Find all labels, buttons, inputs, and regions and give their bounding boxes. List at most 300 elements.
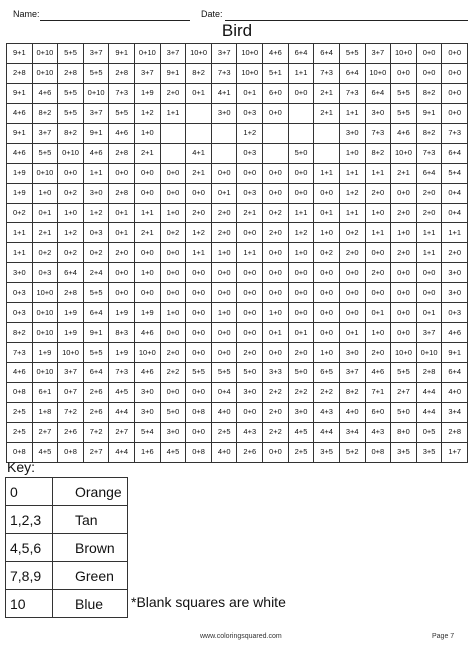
grid-cell: 4+5 [109, 382, 135, 402]
grid-cell: 0+0 [416, 44, 442, 64]
grid-cell: 1+1 [416, 223, 442, 243]
grid-cell: 0+2 [339, 223, 365, 243]
grid-cell: 3+7 [416, 323, 442, 343]
grid-cell: 8+2 [365, 143, 391, 163]
grid-cell: 3+3 [263, 363, 289, 383]
grid-cell: 3+5 [391, 442, 417, 462]
grid-cell: 0+10 [58, 143, 84, 163]
puzzle-grid [6, 43, 468, 463]
grid-cell: 0+3 [237, 103, 263, 123]
grid-cell: 2+7 [109, 422, 135, 442]
grid-cell: 10+0 [365, 63, 391, 83]
grid-cell: 1+0 [135, 263, 161, 283]
grid-cell: 3+0 [365, 103, 391, 123]
grid-cell: 0+0 [186, 183, 212, 203]
grid-cell: 6+4 [442, 363, 468, 383]
grid-cell: 0+0 [416, 63, 442, 83]
key-row [6, 478, 128, 506]
grid-cell: 0+0 [211, 323, 237, 343]
grid-cell: 10+0 [237, 63, 263, 83]
grid-cell: 3+7 [135, 63, 161, 83]
grid-cell: 4+5 [288, 422, 314, 442]
grid-cell: 0+0 [237, 323, 263, 343]
grid-cell: 0+0 [288, 263, 314, 283]
grid-cell: 9+1 [7, 44, 33, 64]
grid-cell: 6+4 [314, 44, 340, 64]
grid-cell: 6+1 [32, 382, 58, 402]
grid-cell: 0+1 [109, 223, 135, 243]
grid-cell: 1+0 [365, 323, 391, 343]
grid-cell: 2+1 [135, 223, 161, 243]
grid-cell [263, 143, 289, 163]
grid-cell: 1+0 [58, 203, 84, 223]
grid-cell: 3+0 [288, 402, 314, 422]
grid-cell: 0+2 [314, 243, 340, 263]
grid-cell: 2+1 [135, 143, 161, 163]
grid-cell: 0+0 [186, 323, 212, 343]
grid-cell: 1+9 [135, 303, 161, 323]
grid-cell: 1+1 [135, 203, 161, 223]
grid-cell: 4+5 [32, 442, 58, 462]
grid-cell: 0+0 [160, 243, 186, 263]
grid-cell: 0+0 [314, 283, 340, 303]
grid-row [7, 123, 468, 143]
grid-cell: 1+1 [160, 103, 186, 123]
grid-cell: 0+0 [263, 103, 289, 123]
grid-cell: 3+5 [314, 442, 340, 462]
grid-cell: 2+7 [83, 442, 109, 462]
grid-cell: 9+1 [160, 63, 186, 83]
grid-cell: 0+0 [339, 263, 365, 283]
grid-cell: 2+0 [263, 223, 289, 243]
grid-cell: 6+0 [365, 402, 391, 422]
grid-cell: 2+0 [416, 183, 442, 203]
grid-cell: 2+0 [339, 243, 365, 263]
key-row [6, 590, 128, 618]
grid-cell: 2+0 [391, 243, 417, 263]
grid-cell: 2+1 [237, 203, 263, 223]
grid-cell: 2+5 [7, 422, 33, 442]
grid-cell: 0+1 [109, 203, 135, 223]
grid-cell: 7+3 [109, 83, 135, 103]
grid-cell: 0+0 [186, 382, 212, 402]
footer-page-number: Page 7 [432, 633, 455, 640]
grid-cell: 3+7 [365, 44, 391, 64]
grid-cell: 1+0 [339, 143, 365, 163]
grid-cell: 4+4 [109, 402, 135, 422]
grid-cell: 3+4 [339, 422, 365, 442]
grid-cell: 4+6 [135, 323, 161, 343]
grid-cell: 0+0 [263, 263, 289, 283]
grid-cell: 1+9 [58, 303, 84, 323]
grid-cell: 2+8 [58, 283, 84, 303]
grid-cell: 1+2 [339, 183, 365, 203]
grid-cell: 4+6 [442, 323, 468, 343]
grid-cell: 0+0 [391, 323, 417, 343]
grid-cell: 1+1 [339, 203, 365, 223]
grid-cell: 6+4 [442, 143, 468, 163]
grid-cell: 8+2 [32, 103, 58, 123]
grid-row [7, 402, 468, 422]
grid-row [7, 442, 468, 462]
grid-cell: 9+1 [416, 103, 442, 123]
grid-cell [186, 103, 212, 123]
grid-cell: 3+7 [58, 363, 84, 383]
grid-cell: 0+2 [58, 243, 84, 263]
grid-cell: 1+1 [7, 243, 33, 263]
grid-cell: 0+1 [416, 303, 442, 323]
grid-cell: 0+1 [365, 303, 391, 323]
grid-cell: 0+0 [135, 283, 161, 303]
grid-cell: 0+0 [211, 283, 237, 303]
grid-cell: 1+1 [365, 223, 391, 243]
grid-cell: 4+6 [83, 143, 109, 163]
grid-cell: 3+0 [442, 263, 468, 283]
grid-cell: 0+0 [288, 303, 314, 323]
grid-cell: 6+4 [365, 83, 391, 103]
grid-cell: 3+0 [339, 123, 365, 143]
grid-cell: 0+0 [416, 263, 442, 283]
grid-cell: 9+1 [83, 123, 109, 143]
grid-cell: 4+6 [109, 123, 135, 143]
grid-cell: 4+0 [211, 402, 237, 422]
grid-row [7, 83, 468, 103]
grid-cell: 5+5 [391, 103, 417, 123]
grid-cell: 4+3 [237, 422, 263, 442]
grid-cell: 8+2 [339, 382, 365, 402]
grid-cell: 2+1 [186, 163, 212, 183]
grid-cell: 0+0 [135, 243, 161, 263]
grid-cell: 0+0 [314, 263, 340, 283]
grid-cell: 1+9 [7, 163, 33, 183]
key-numbers: 4,5,6 [6, 534, 53, 562]
grid-cell: 2+0 [263, 402, 289, 422]
grid-cell: 0+0 [442, 63, 468, 83]
grid-row [7, 163, 468, 183]
grid-cell: 1+1 [314, 163, 340, 183]
key-row [6, 506, 128, 534]
grid-cell: 1+2 [58, 223, 84, 243]
grid-cell: 0+0 [339, 283, 365, 303]
grid-cell: 3+4 [442, 402, 468, 422]
grid-cell: 1+1 [442, 223, 468, 243]
grid-cell: 7+3 [7, 343, 33, 363]
grid-cell: 2+6 [83, 402, 109, 422]
grid-cell: 4+1 [186, 143, 212, 163]
grid-cell: 8+2 [7, 323, 33, 343]
grid-row [7, 44, 468, 64]
grid-cell: 1+9 [32, 343, 58, 363]
grid-cell: 0+0 [160, 163, 186, 183]
grid-cell: 1+0 [314, 343, 340, 363]
key-color: Blue [53, 590, 128, 618]
grid-cell: 2+0 [416, 203, 442, 223]
grid-cell: 2+5 [288, 442, 314, 462]
grid-cell: 0+0 [288, 83, 314, 103]
grid-cell: 0+3 [237, 183, 263, 203]
grid-cell: 0+1 [339, 323, 365, 343]
grid-cell: 2+2 [263, 422, 289, 442]
grid-cell: 1+9 [109, 303, 135, 323]
grid-cell: 7+3 [416, 143, 442, 163]
grid-cell: 3+7 [83, 103, 109, 123]
grid-cell [160, 143, 186, 163]
grid-cell: 0+1 [186, 83, 212, 103]
grid-cell: 0+2 [83, 243, 109, 263]
key-numbers: 10 [6, 590, 53, 618]
grid-cell: 0+0 [263, 183, 289, 203]
grid-cell: 2+0 [211, 203, 237, 223]
grid-cell: 0+8 [186, 402, 212, 422]
grid-cell: 2+6 [83, 382, 109, 402]
grid-cell: 1+0 [160, 303, 186, 323]
grid-cell: 2+0 [442, 243, 468, 263]
grid-cell: 0+8 [186, 442, 212, 462]
grid-row [7, 103, 468, 123]
grid-cell: 0+0 [442, 83, 468, 103]
grid-cell: 0+0 [314, 323, 340, 343]
grid-cell: 5+5 [83, 343, 109, 363]
grid-cell: 1+0 [211, 303, 237, 323]
grid-cell: 0+0 [288, 283, 314, 303]
grid-cell: 4+6 [7, 143, 33, 163]
grid-cell: 0+0 [237, 283, 263, 303]
grid-row [7, 63, 468, 83]
grid-cell: 1+1 [288, 203, 314, 223]
grid-cell: 4+3 [314, 402, 340, 422]
grid-cell: 0+2 [160, 223, 186, 243]
grid-cell: 4+4 [416, 382, 442, 402]
grid-row [7, 243, 468, 263]
key-color: Orange [53, 478, 128, 506]
grid-cell: 5+5 [339, 44, 365, 64]
grid-cell: 1+0 [263, 303, 289, 323]
grid-cell: 10+0 [391, 343, 417, 363]
grid-cell: 1+1 [416, 243, 442, 263]
grid-cell: 5+5 [211, 363, 237, 383]
grid-cell: 0+3 [83, 223, 109, 243]
grid-cell: 6+4 [288, 44, 314, 64]
grid-cell: 2+5 [211, 422, 237, 442]
grid-cell: 1+0 [160, 203, 186, 223]
grid-cell: 4+0 [442, 382, 468, 402]
grid-cell: 0+10 [32, 63, 58, 83]
grid-cell: 10+0 [237, 44, 263, 64]
grid-cell: 3+0 [339, 343, 365, 363]
grid-cell: 9+1 [442, 343, 468, 363]
grid-cell: 2+8 [58, 63, 84, 83]
grid-cell [314, 143, 340, 163]
grid-cell: 1+8 [32, 402, 58, 422]
grid-row [7, 303, 468, 323]
grid-cell: 8+2 [186, 63, 212, 83]
page-title: Bird [221, 21, 253, 40]
grid-cell: 1+1 [339, 163, 365, 183]
grid-cell: 2+5 [7, 402, 33, 422]
grid-cell: 0+0 [160, 323, 186, 343]
grid-cell: 7+2 [83, 422, 109, 442]
grid-cell [288, 103, 314, 123]
grid-cell: 0+0 [288, 163, 314, 183]
grid-cell: 0+0 [442, 44, 468, 64]
grid-cell: 3+7 [32, 123, 58, 143]
grid-cell: 8+2 [58, 123, 84, 143]
grid-cell: 2+1 [32, 223, 58, 243]
grid-cell: 2+1 [314, 103, 340, 123]
grid-cell: 2+0 [160, 343, 186, 363]
grid-cell: 2+4 [83, 263, 109, 283]
grid-cell: 2+8 [109, 63, 135, 83]
grid-cell: 1+0 [365, 203, 391, 223]
grid-cell [211, 143, 237, 163]
grid-cell: 1+1 [7, 223, 33, 243]
grid-cell: 0+10 [32, 363, 58, 383]
grid-cell: 0+0 [186, 303, 212, 323]
grid-cell: 2+2 [288, 382, 314, 402]
grid-cell: 0+0 [237, 303, 263, 323]
grid-cell: 8+2 [416, 83, 442, 103]
grid-row [7, 283, 468, 303]
grid-cell: 0+4 [442, 203, 468, 223]
grid-cell: 0+0 [186, 283, 212, 303]
grid-cell: 1+0 [314, 223, 340, 243]
grid-cell: 0+3 [32, 263, 58, 283]
grid-cell: 4+6 [263, 44, 289, 64]
grid-cell: 2+8 [442, 422, 468, 442]
grid-cell: 2+0 [186, 203, 212, 223]
grid-cell: 4+6 [391, 123, 417, 143]
grid-cell: 10+0 [391, 143, 417, 163]
grid-cell: 1+2 [83, 203, 109, 223]
grid-row [7, 363, 468, 383]
grid-cell [211, 123, 237, 143]
grid-cell: 3+7 [211, 44, 237, 64]
grid-row [7, 263, 468, 283]
grid-cell: 0+0 [237, 223, 263, 243]
grid-cell: 0+0 [160, 183, 186, 203]
grid-cell: 0+0 [263, 442, 289, 462]
grid-cell: 6+4 [416, 163, 442, 183]
grid-cell: 0+0 [263, 343, 289, 363]
grid-cell: 5+0 [391, 402, 417, 422]
grid-cell: 0+0 [160, 263, 186, 283]
grid-cell: 4+1 [211, 83, 237, 103]
grid-cell: 10+0 [186, 44, 212, 64]
grid-cell: 4+4 [109, 442, 135, 462]
date-label: Date: [201, 9, 223, 19]
grid-cell: 5+0 [160, 402, 186, 422]
grid-cell: 1+9 [109, 343, 135, 363]
grid-cell: 0+0 [314, 183, 340, 203]
grid-row [7, 323, 468, 343]
grid-cell: 1+9 [58, 323, 84, 343]
grid-cell: 5+5 [391, 363, 417, 383]
grid-cell: 6+4 [58, 263, 84, 283]
grid-cell: 6+4 [339, 63, 365, 83]
grid-cell: 6+5 [314, 363, 340, 383]
grid-row [7, 203, 468, 223]
color-key-table [5, 477, 128, 618]
grid-cell: 4+6 [7, 363, 33, 383]
grid-cell: 0+10 [32, 303, 58, 323]
grid-cell: 0+10 [83, 83, 109, 103]
grid-cell: 0+1 [211, 183, 237, 203]
grid-cell: 0+0 [391, 183, 417, 203]
grid-cell: 0+0 [237, 263, 263, 283]
grid-cell: 3+0 [135, 382, 161, 402]
grid-cell: 1+6 [135, 442, 161, 462]
grid-cell: 0+10 [32, 163, 58, 183]
grid-cell: 5+4 [442, 163, 468, 183]
date-line [225, 20, 468, 21]
grid-cell: 1+7 [442, 442, 468, 462]
grid-cell: 0+0 [339, 303, 365, 323]
grid-cell: 0+3 [237, 143, 263, 163]
grid-cell: 1+0 [391, 223, 417, 243]
grid-cell: 0+3 [7, 283, 33, 303]
grid-cell: 7+2 [58, 402, 84, 422]
worksheet-header [0, 0, 474, 22]
grid-cell: 0+0 [109, 283, 135, 303]
key-numbers: 1,2,3 [6, 506, 53, 534]
grid-cell: 7+3 [339, 83, 365, 103]
key-row [6, 534, 128, 562]
grid-cell [186, 123, 212, 143]
grid-cell: 5+0 [288, 143, 314, 163]
grid-cell: 1+0 [32, 183, 58, 203]
grid-cell: 5+5 [83, 283, 109, 303]
grid-row [7, 382, 468, 402]
grid-cell: 4+0 [339, 402, 365, 422]
grid-cell: 2+6 [237, 442, 263, 462]
grid-cell: 2+0 [365, 343, 391, 363]
grid-cell: 2+7 [32, 422, 58, 442]
grid-cell: 9+1 [7, 83, 33, 103]
grid-cell: 0+0 [186, 263, 212, 283]
grid-cell: 8+0 [391, 422, 417, 442]
grid-cell: 0+0 [135, 183, 161, 203]
grid-cell: 5+5 [83, 63, 109, 83]
grid-cell: 7+3 [365, 123, 391, 143]
grid-cell: 0+10 [32, 44, 58, 64]
grid-cell: 0+8 [7, 442, 33, 462]
grid-row [7, 223, 468, 243]
grid-cell: 0+3 [7, 303, 33, 323]
grid-cell: 0+2 [32, 243, 58, 263]
grid-cell: 4+6 [32, 83, 58, 103]
grid-cell: 2+8 [416, 363, 442, 383]
grid-cell: 0+0 [263, 243, 289, 263]
grid-cell [288, 123, 314, 143]
grid-cell: 4+5 [160, 442, 186, 462]
grid-cell: 9+1 [83, 323, 109, 343]
grid-cell: 3+7 [160, 44, 186, 64]
grid-cell: 1+1 [83, 163, 109, 183]
grid-cell: 2+0 [109, 243, 135, 263]
grid-cell: 2+0 [211, 223, 237, 243]
grid-cell: 0+7 [58, 382, 84, 402]
grid-cell: 2+1 [314, 83, 340, 103]
grid-cell: 0+8 [58, 442, 84, 462]
grid-cell: 5+2 [339, 442, 365, 462]
grid-cell: 0+5 [416, 422, 442, 442]
grid-row [7, 183, 468, 203]
grid-cell: 0+0 [416, 283, 442, 303]
grid-cell: 0+0 [365, 283, 391, 303]
grid-cell: 4+4 [314, 422, 340, 442]
key-label: Key: [7, 459, 36, 475]
grid-row [7, 422, 468, 442]
